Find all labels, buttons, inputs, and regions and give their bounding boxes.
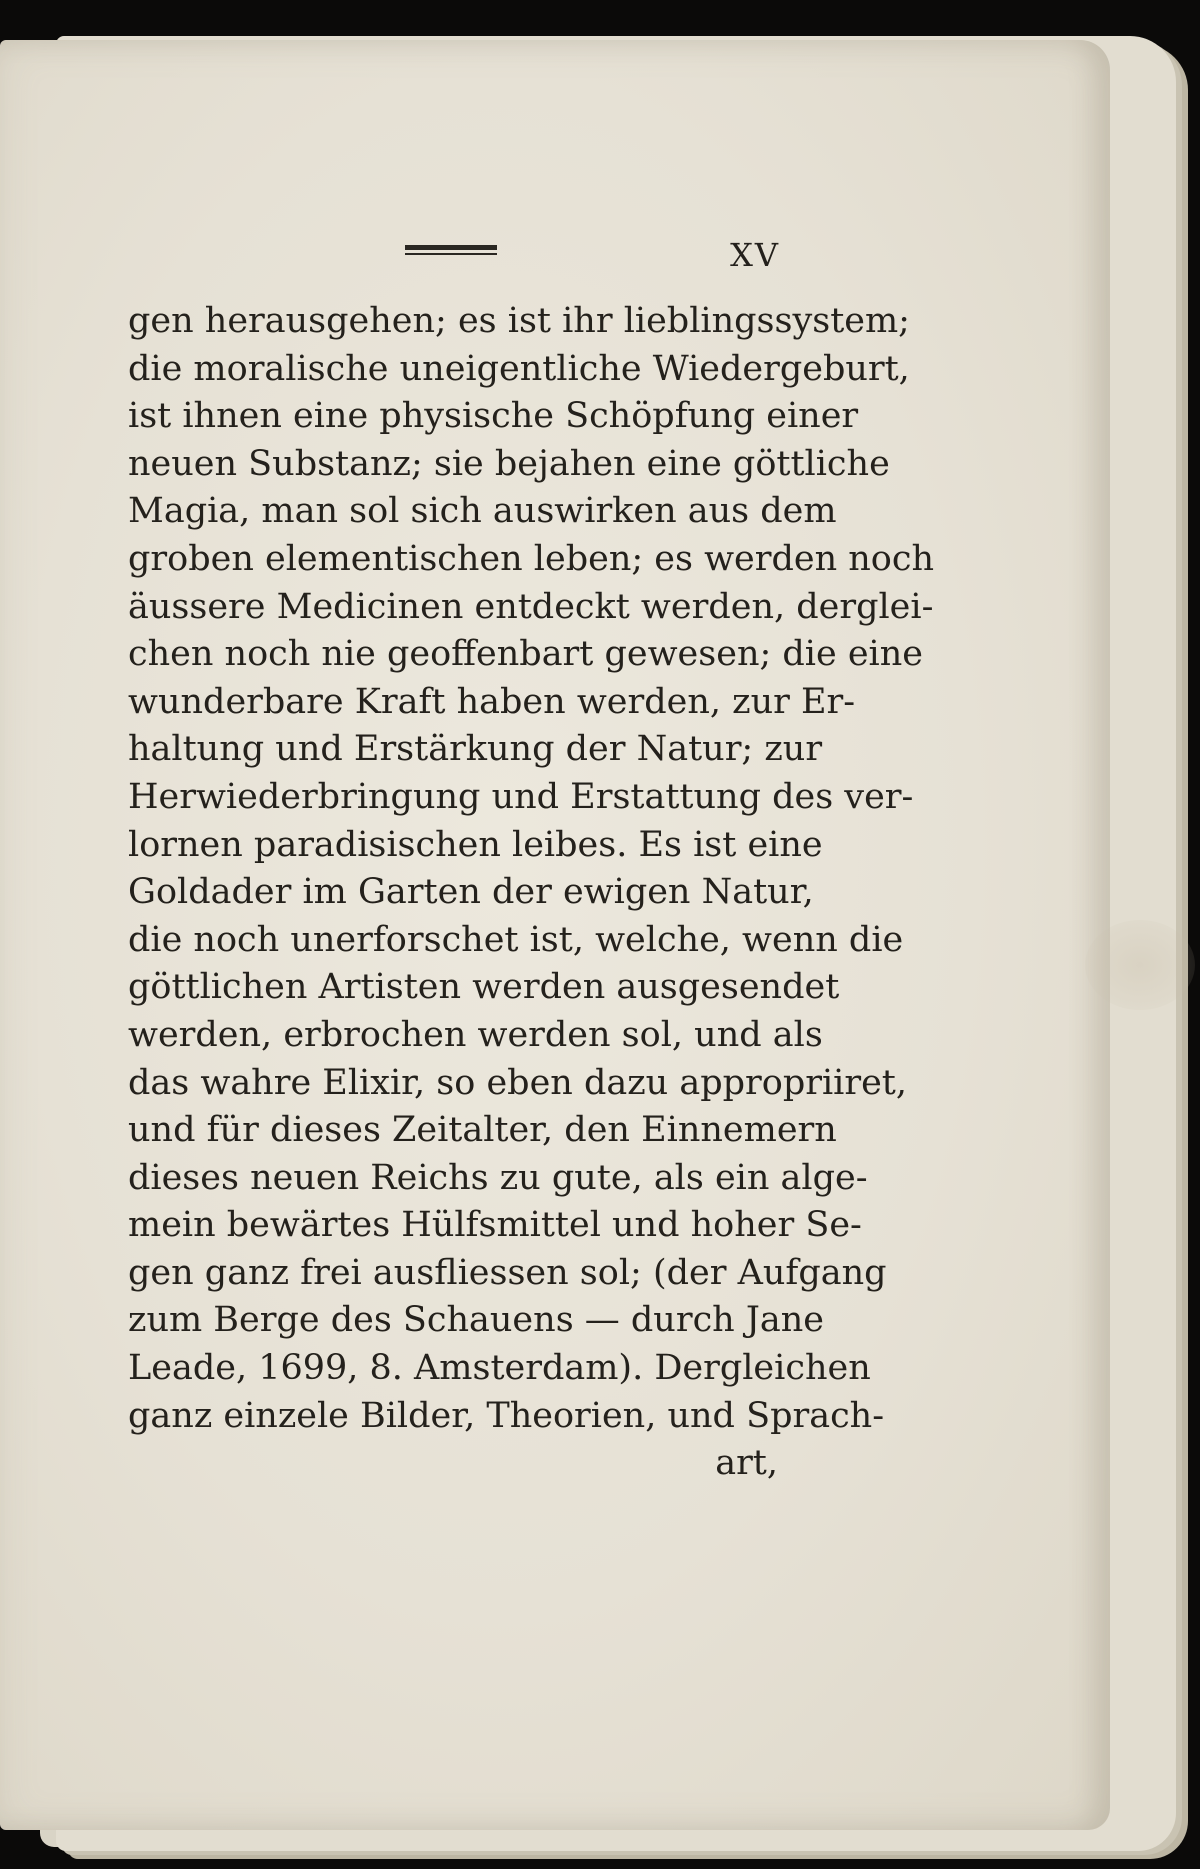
text-line: neuen Substanz; sie bejahen eine göttliche xyxy=(128,443,890,484)
paper-stain xyxy=(1085,920,1195,1010)
text-line: und für dieses Zeitalter, den Einnemern xyxy=(128,1110,837,1151)
text-line: dieses neuen Reichs zu gute, als ein alge- xyxy=(128,1157,868,1198)
catchword: art, xyxy=(715,1443,778,1484)
text-line: ganz einzele Bilder, Theorien, und Sprach- xyxy=(128,1395,885,1436)
body-text xyxy=(128,298,935,1488)
text-line: das wahre Elixir, so eben dazu appropriiret, xyxy=(128,1062,907,1103)
text-line: göttlichen Artisten werden ausgesendet xyxy=(128,967,840,1008)
page-number: XV xyxy=(730,236,780,274)
text-line: die noch unerforschet ist, welche, wenn die xyxy=(128,919,904,960)
text-line: Herwiederbringung und Erstattung des ver- xyxy=(128,776,914,817)
text-line: zum Berge des Schauens — durch Jane xyxy=(128,1300,825,1341)
text-line: haltung und Erstärkung der Natur; zur xyxy=(128,729,823,770)
text-line: chen noch nie geoffenbart gewesen; die eine xyxy=(128,634,924,675)
text-line: die moralische uneigentliche Wiedergeburt, xyxy=(128,348,910,389)
text-line: Magia, man sol sich auswirken aus dem xyxy=(128,491,837,532)
header-rule xyxy=(405,245,497,259)
text-line: Goldader im Garten der ewigen Natur, xyxy=(128,872,814,913)
text-line: mein bewärtes Hülfsmittel und hoher Se- xyxy=(128,1205,862,1246)
text-line: äussere Medicinen entdeckt werden, derglei- xyxy=(128,586,934,627)
text-line: werden, erbrochen werden sol, und als xyxy=(128,1014,823,1055)
text-line: gen herausgehen; es ist ihr lieblingssystem; xyxy=(128,301,910,341)
text-line: ist ihnen eine physische Schöpfung einer xyxy=(128,396,859,437)
text-line: lornen paradisischen leibes. Es ist eine xyxy=(128,824,823,865)
text-line: groben elementischen leben; es werden noch xyxy=(128,538,935,579)
text-line: wunderbare Kraft haben werden, zur Er- xyxy=(128,681,856,722)
text-line: gen ganz frei ausfliessen sol; (der Aufgang xyxy=(128,1252,887,1293)
text-line: Leade, 1699, 8. Amsterdam). Dergleichen xyxy=(128,1348,871,1389)
